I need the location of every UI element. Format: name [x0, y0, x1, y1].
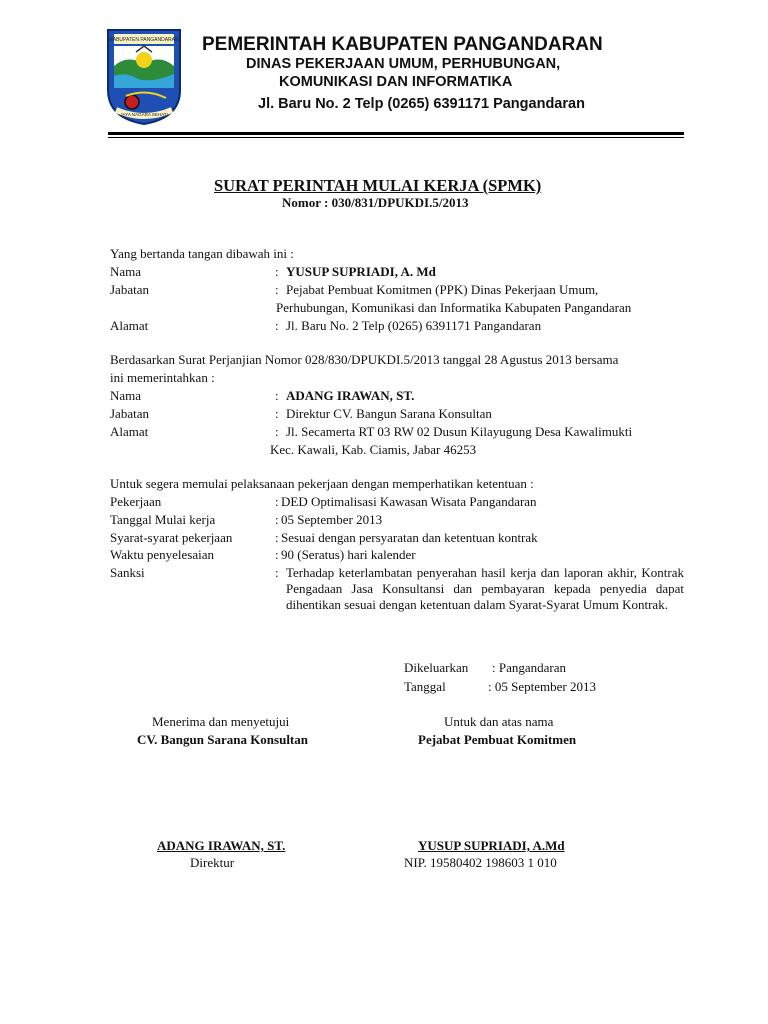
s1-name-value: YUSUP SUPRIADI, A. Md [286, 264, 436, 279]
issued-place-value: : Pangandaran [492, 660, 567, 675]
right-signer-name: YUSUP SUPRIADI, A.Md [418, 838, 565, 853]
letterhead-address: Jl. Baru No. 2 Telp (0265) 6391171 Pangandaran [258, 96, 585, 112]
issued-date-label: Tanggal [404, 679, 446, 694]
s3-work-label: Pekerjaan [110, 494, 162, 509]
s1-name-label: Nama [110, 264, 142, 279]
section2-intro-2: ini memerintahkan : [110, 370, 215, 385]
regency-logo [106, 28, 182, 126]
s3-terms-colon: : [275, 530, 279, 545]
s1-address-colon: : [275, 318, 279, 333]
s3-start-value: 05 September 2013 [281, 512, 383, 527]
section2-intro-1: Berdasarkan Surat Perjanjian Nomor 028/830/DPUKDI.5/2013 tanggal 28 Agustus 2013 bersama [110, 352, 619, 367]
svg-text:JAYA NAGARA SEHATI: JAYA NAGARA SEHATI [120, 112, 168, 117]
document-title: SURAT PERINTAH MULAI KERJA (SPMK) [214, 176, 542, 195]
s3-work-value: DED Optimalisasi Kawasan Wisata Pangandaran [281, 494, 537, 509]
s3-terms-label: Syarat-syarat pekerjaan [110, 530, 233, 545]
s2-address-value-1: Jl. Secamerta RT 03 RW 02 Dusun Kilayugung Desa Kawalimukti [286, 424, 633, 439]
s3-sanction-colon: : [275, 565, 279, 580]
section3-intro: Untuk segera memulai pelaksanaan pekerjaan dengan memperhatikan ketentuan : [110, 476, 534, 491]
s1-position-label: Jabatan [110, 282, 149, 297]
s2-address-label: Alamat [110, 424, 149, 439]
s1-address-label: Alamat [110, 318, 149, 333]
letterhead-department-1: DINAS PEKERJAAN UMUM, PERHUBUNGAN, [246, 56, 561, 72]
s1-position-colon: : [275, 282, 279, 297]
document-number: Nomor : 030/831/DPUKDI.5/2013 [282, 195, 469, 210]
s3-start-colon: : [275, 512, 279, 527]
s2-name-colon: : [275, 388, 279, 403]
s2-position-value: Direktur CV. Bangun Sarana Konsultan [286, 406, 492, 421]
issued-date-value: : 05 September 2013 [488, 679, 596, 694]
s3-duration-label: Waktu penyelesaian [110, 547, 214, 562]
s3-duration-value: 90 (Seratus) hari kalender [281, 547, 416, 562]
s3-duration-colon: : [275, 547, 279, 562]
left-signer-title: Direktur [190, 855, 235, 870]
s2-address-colon: : [275, 424, 279, 439]
right-sign-org: Pejabat Pembuat Komitmen [418, 732, 577, 747]
s3-sanction-value: Terhadap keterlambatan penyerahan hasil kerja dan laporan akhir, Kontrak Pengadaan Jasa Konsultansi dan pembayaran kepada penyedia dapat dihentikan sesuai dengan ketentuan dalam Syarat-Syarat Umum Kontrak. [286, 565, 684, 612]
left-sign-caption: Menerima dan menyetujui [152, 714, 290, 729]
left-sign-org: CV. Bangun Sarana Konsultan [137, 732, 308, 747]
s3-work-colon: : [275, 494, 279, 509]
letterhead-title: PEMERINTAH KABUPATEN PANGANDARAN [202, 34, 603, 55]
svg-text:KABUPATEN PANGANDARAN: KABUPATEN PANGANDARAN [109, 37, 179, 43]
s1-position-value-2: Perhubungan, Komunikasi dan Informatika Kabupaten Pangandaran [276, 300, 632, 315]
s2-position-colon: : [275, 406, 279, 421]
s1-address-value: Jl. Baru No. 2 Telp (0265) 6391171 Pangandaran [286, 318, 542, 333]
s2-name-value: ADANG IRAWAN, ST. [286, 388, 415, 403]
s2-name-label: Nama [110, 388, 142, 403]
s3-start-label: Tanggal Mulai kerja [110, 512, 216, 527]
s3-sanction-label: Sanksi [110, 565, 145, 580]
s1-name-colon: : [275, 264, 279, 279]
issued-place-label: Dikeluarkan [404, 660, 469, 675]
letterhead-rule-thick [108, 132, 684, 135]
letterhead-rule-thin [108, 137, 684, 138]
s1-position-value-1: Pejabat Pembuat Komitmen (PPK) Dinas Pekerjaan Umum, [286, 282, 599, 297]
s2-position-label: Jabatan [110, 406, 149, 421]
section1-intro: Yang bertanda tangan dibawah ini : [110, 246, 294, 261]
s3-terms-value: Sesuai dengan persyaratan dan ketentuan kontrak [281, 530, 538, 545]
right-sign-caption: Untuk dan atas nama [444, 714, 554, 729]
letterhead-department-2: KOMUNIKASI DAN INFORMATIKA [279, 74, 513, 90]
left-signer-name: ADANG IRAWAN, ST. [157, 838, 286, 853]
s2-address-value-2: Kec. Kawali, Kab. Ciamis, Jabar 46253 [270, 442, 477, 457]
right-signer-nip: NIP. 19580402 198603 1 010 [404, 855, 557, 870]
